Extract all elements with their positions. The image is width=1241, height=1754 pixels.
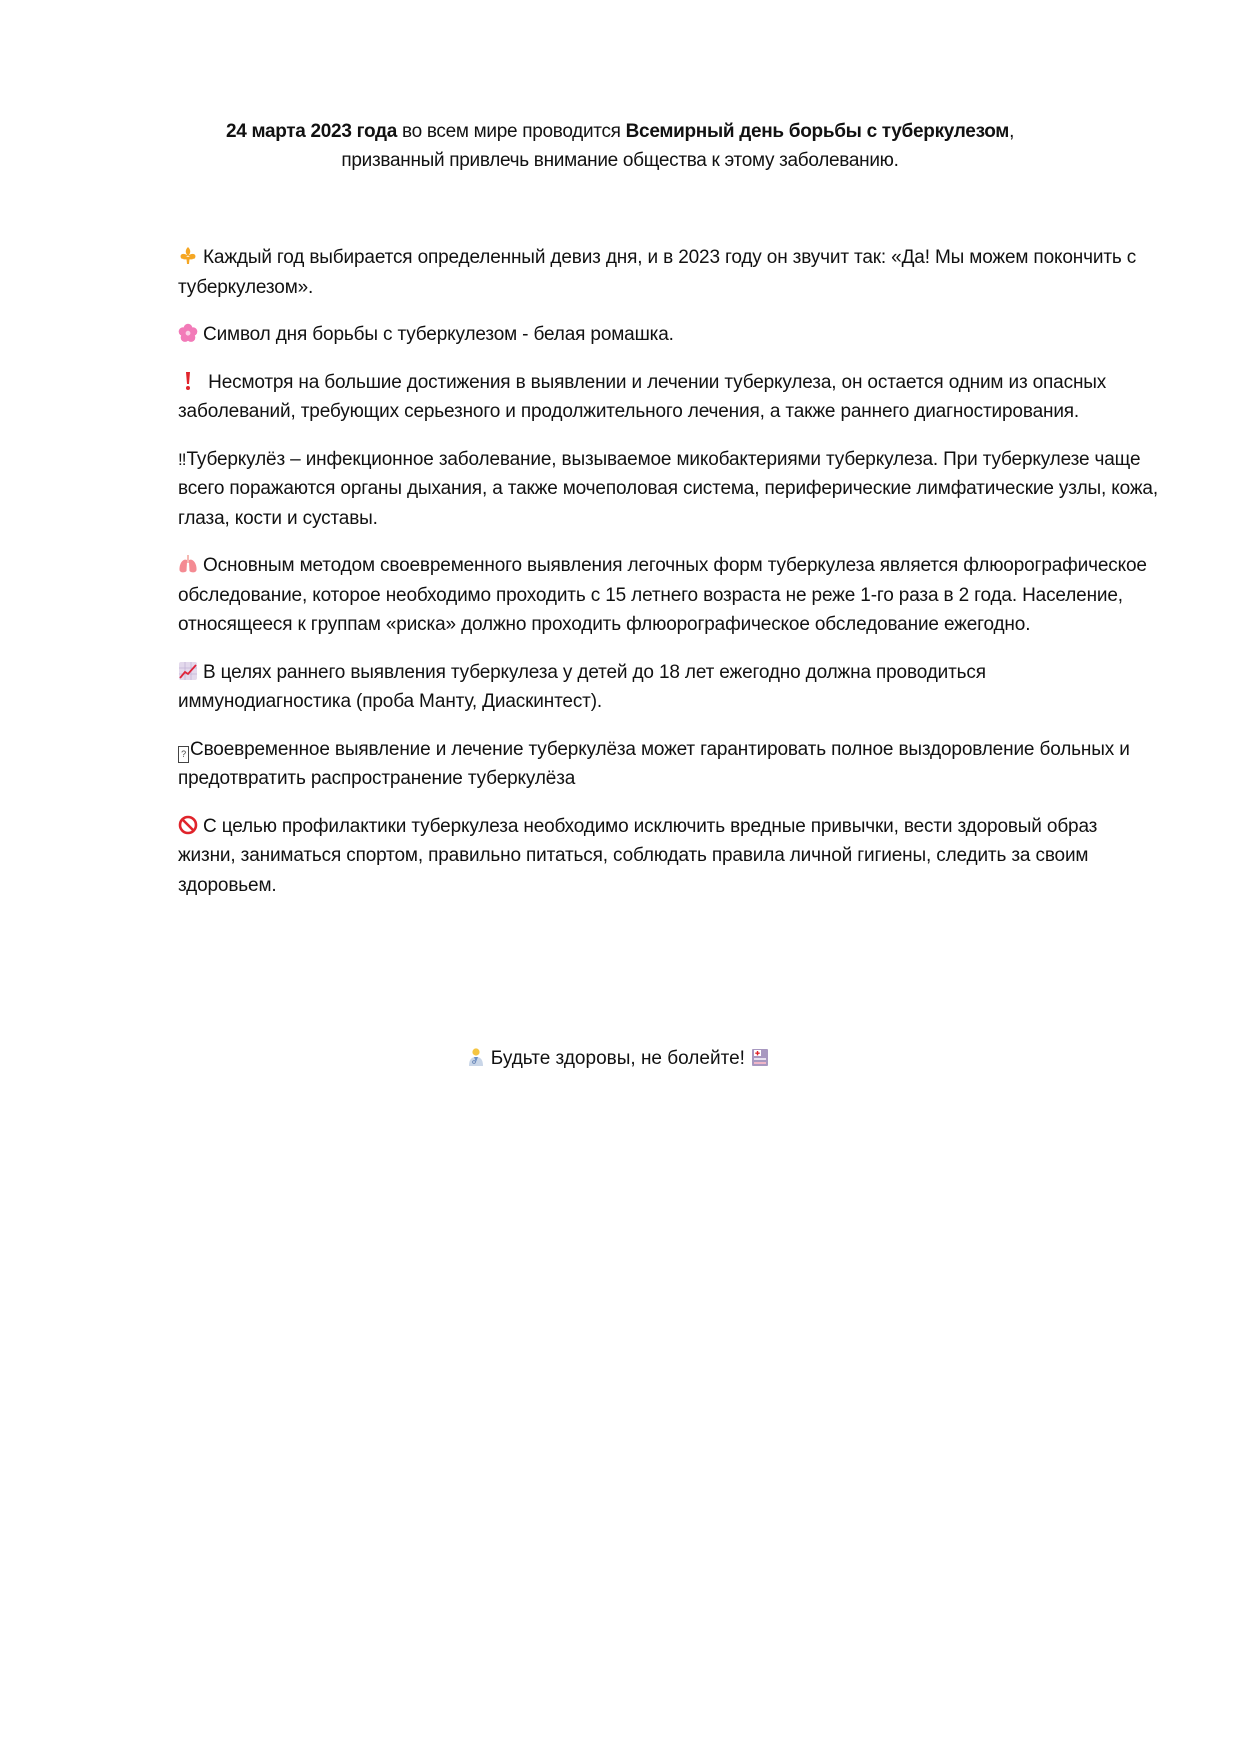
closing-text: Будьте здоровы, не болейте!	[490, 1048, 745, 1069]
paragraph-prevention	[178, 812, 1158, 901]
paragraph-motto	[178, 243, 1158, 302]
header-event: Всемирный день борьбы с туберкулезом	[625, 121, 1010, 142]
paragraph-warning	[178, 368, 1158, 427]
paragraph-fluorography	[178, 551, 1158, 640]
paragraph-text: В целях раннего выявления туберкулеза у детей до 18 лет ежегодно должна проводиться иммунодиагностика (проба Манту, Диаскинтест).	[178, 661, 986, 712]
chart-increasing-icon	[178, 661, 198, 681]
header-line-1	[120, 117, 1120, 146]
paragraph-text: Несмотря на большие достижения в выявлении и лечении туберкулеза, он остается одним из опасных заболеваний, требующих серьезного и продолжительного лечения, а также раннего диагностирования.	[178, 371, 1107, 422]
header-text: во всем мире проводится	[397, 121, 626, 142]
closing-line	[0, 1044, 1241, 1073]
paragraph-text: С целью профилактики туберкулеза необходимо исключить вредные привычки, вести здоровый образ жизни, заниматься спортом, правильно питаться, соблюдать правила личной гигиены, следить за своим здоровьем.	[178, 815, 1098, 896]
paragraph-symbol	[178, 320, 1158, 350]
header-comma: ,	[1009, 121, 1015, 142]
header-line-2: призванный привлечь внимание общества к этому заболеванию.	[341, 150, 899, 171]
paragraph-text: Каждый год выбирается определенный девиз дня, и в 2023 году он звучит так: «Да! Мы можем покончить с туберкулезом».	[178, 247, 1137, 298]
prohibited-icon	[178, 815, 198, 835]
paragraph-definition	[178, 445, 1158, 534]
missing-glyph-icon: ?	[178, 746, 189, 763]
hospital-icon	[750, 1047, 770, 1067]
header	[120, 117, 1120, 175]
health-worker-icon	[466, 1047, 486, 1067]
paragraph-text: Основным методом своевременного выявления легочных форм туберкулеза является флюорографическое обследование, которое необходимо проходить с 15 летнего возраста не реже 1-го раза в 2 года. Население, относящееся к группам «риска» должно проходить флюорографическое обследование ежегодно.	[178, 555, 1147, 635]
paragraph-text: Символ дня борьбы с туберкулезом - белая ромашка.	[203, 324, 674, 345]
paragraph-text: Своевременное выявление и лечение туберкулёза может гарантировать полное выздоровление больных и предотвратить распространение туберкулёза	[178, 738, 1130, 789]
header-date: 24 марта 2023 года	[225, 121, 398, 142]
paragraph-text: Туберкулёз – инфекционное заболевание, вызываемое микобактериями туберкулеза. При туберкулезе чаще всего поражаются органы дыхания, а также мочеполовая система, периферические лимфатические узлы, кожа, глаза, кости и суставы.	[178, 448, 1158, 529]
paragraph-children	[178, 658, 1158, 717]
cherry-blossom-icon	[178, 323, 198, 343]
lungs-icon	[178, 554, 198, 574]
exclamation-icon	[178, 371, 198, 391]
double-exclamation-icon: ‼	[178, 449, 185, 469]
document-body	[178, 243, 1158, 918]
paragraph-timely	[178, 735, 1158, 794]
fleur-de-lis-icon	[178, 246, 198, 266]
